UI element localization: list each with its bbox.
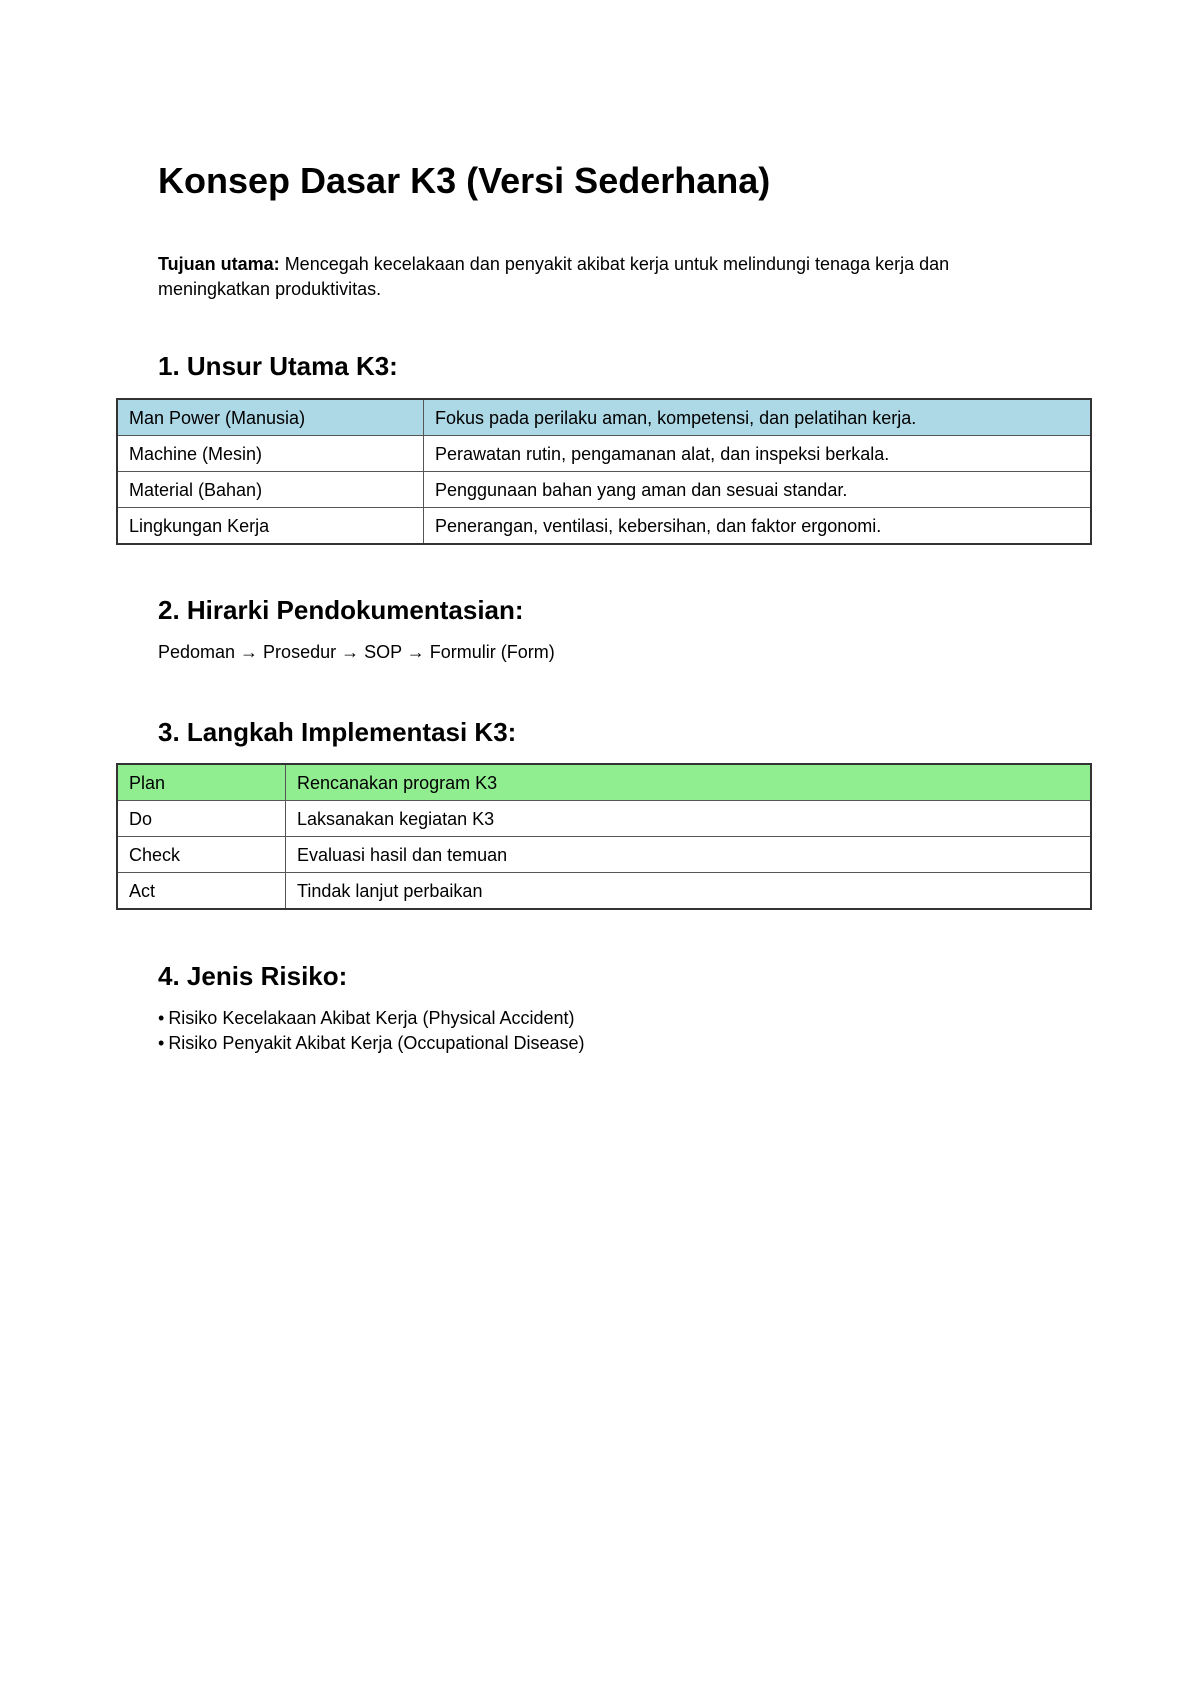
hierarchy-text: Pedoman → Prosedur → SOP → Formulir (Form) — [158, 642, 555, 662]
table-cell-step: Plan — [117, 764, 286, 801]
table-cell-step: Check — [117, 837, 286, 873]
intro-paragraph — [158, 252, 1058, 302]
table-row — [117, 399, 1091, 436]
page-title: Konsep Dasar K3 (Versi Sederhana) — [158, 160, 771, 201]
table-cell-name: Man Power (Manusia) — [117, 399, 424, 436]
table-cell-desc: Evaluasi hasil dan temuan — [286, 837, 1092, 873]
list-item — [158, 1006, 585, 1031]
table-cell-name: Lingkungan Kerja — [117, 508, 424, 545]
table-cell-desc: Laksanakan kegiatan K3 — [286, 801, 1092, 837]
table-row — [117, 472, 1091, 508]
table-cell-step: Do — [117, 801, 286, 837]
unsur-table — [116, 398, 1092, 545]
table-row — [117, 837, 1091, 873]
section-heading-langkah: 3. Langkah Implementasi K3: — [158, 717, 517, 747]
table-cell-step: Act — [117, 873, 286, 910]
intro-label: Tujuan utama: — [158, 254, 280, 274]
intro-text: Mencegah kecelakaan dan penyakit akibat kerja untuk melindungi tenaga kerja dan meningkatkan produktivitas. — [158, 254, 950, 299]
table-cell-desc: Fokus pada perilaku aman, kompetensi, dan pelatihan kerja. — [424, 399, 1092, 436]
table-cell-name: Machine (Mesin) — [117, 436, 424, 472]
risk-list — [158, 1006, 585, 1056]
list-item — [158, 1031, 585, 1056]
table-row — [117, 508, 1091, 545]
bullet-icon: • — [158, 1008, 165, 1028]
table-cell-desc: Penggunaan bahan yang aman dan sesuai standar. — [424, 472, 1092, 508]
list-item-text: Risiko Penyakit Akibat Kerja (Occupational Disease) — [168, 1033, 585, 1053]
table-cell-desc: Perawatan rutin, pengamanan alat, dan inspeksi berkala. — [424, 436, 1092, 472]
bullet-icon: • — [158, 1033, 165, 1053]
table-cell-name: Material (Bahan) — [117, 472, 424, 508]
list-item-text: Risiko Kecelakaan Akibat Kerja (Physical Accident) — [168, 1008, 575, 1028]
table-row — [117, 873, 1091, 910]
table-row — [117, 801, 1091, 837]
table-cell-desc: Rencanakan program K3 — [286, 764, 1092, 801]
section-heading-unsur: 1. Unsur Utama K3: — [158, 351, 398, 381]
langkah-table — [116, 763, 1092, 910]
section-heading-hirarki: 2. Hirarki Pendokumentasian: — [158, 595, 524, 625]
table-row — [117, 436, 1091, 472]
table-row — [117, 764, 1091, 801]
section-heading-risiko: 4. Jenis Risiko: — [158, 961, 348, 991]
table-cell-desc: Tindak lanjut perbaikan — [286, 873, 1092, 910]
table-cell-desc: Penerangan, ventilasi, kebersihan, dan faktor ergonomi. — [424, 508, 1092, 545]
